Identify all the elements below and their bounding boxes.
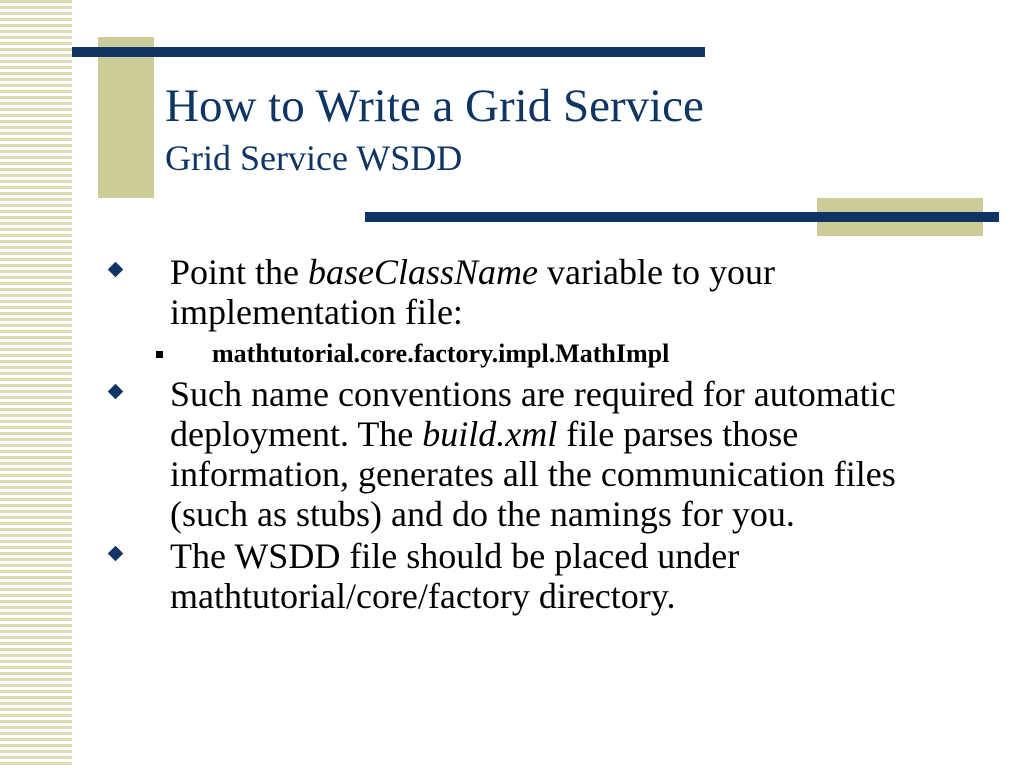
bullet-item <box>100 374 980 534</box>
bullet-text: file parses those information, generates all the communication files (such as stubs) and do the namings for you. <box>170 414 896 534</box>
bullet-item <box>100 536 980 616</box>
sub-bullet-text: mathtutorial.core.factory.impl.MathImpl <box>212 339 670 368</box>
bullet-text: Such name conventions are required for automatic deployment. The <box>170 374 896 454</box>
square-bullet-icon <box>156 351 163 358</box>
slide-content <box>100 252 980 616</box>
title-top-rule <box>72 47 705 57</box>
left-striped-border <box>0 0 72 768</box>
title-accent-block <box>98 37 154 198</box>
diamond-bullet-icon <box>108 384 124 400</box>
diamond-bullet-icon <box>108 262 124 278</box>
slide-title: How to Write a Grid Service <box>165 80 704 132</box>
diamond-bullet-icon <box>108 546 124 562</box>
bullet-item <box>100 252 980 332</box>
bullet-text: Point the <box>170 252 309 292</box>
bullet-text: The WSDD file should be placed under mathtutorial/core/factory directory. <box>170 536 740 616</box>
slide-subtitle: Grid Service WSDD <box>165 138 463 178</box>
title-bottom-rule <box>365 212 999 222</box>
sub-bullet-item <box>100 338 980 370</box>
bullet-text: variable to your implementation file: <box>170 252 775 332</box>
bullet-emphasis: baseClassName <box>308 252 539 292</box>
bullet-emphasis: build.xml <box>422 414 558 454</box>
